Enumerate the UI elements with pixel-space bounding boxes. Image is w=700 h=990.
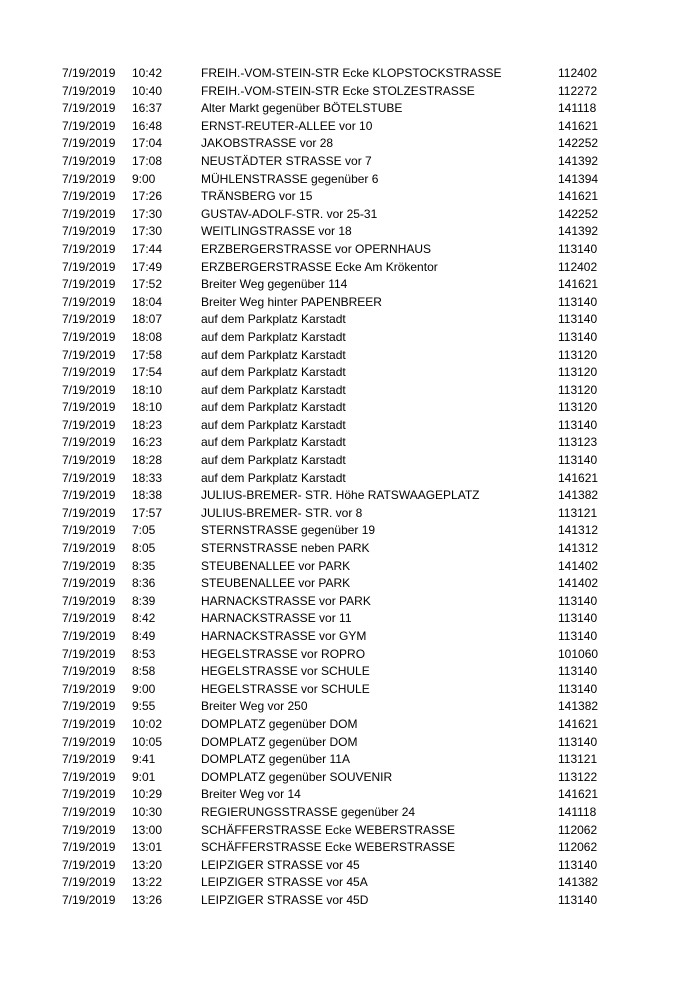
- code-cell: 113140: [558, 453, 598, 468]
- code-cell: 141394: [558, 171, 599, 186]
- location-cell: LEIPZIGER STRASSE vor 45: [201, 857, 360, 872]
- code-cell: 112272: [558, 83, 598, 98]
- location-cell: MÜHLENSTRASSE gegenüber 6: [201, 171, 379, 186]
- time-cell: 10:30: [132, 804, 163, 819]
- date-cell: 7/19/2019: [62, 558, 116, 573]
- date-cell: 7/19/2019: [62, 488, 116, 503]
- table-row: [0, 874, 700, 892]
- time-cell: 8:42: [132, 611, 156, 626]
- date-cell: 7/19/2019: [62, 470, 116, 485]
- code-cell: 141392: [558, 224, 599, 239]
- code-cell: 113140: [558, 892, 598, 907]
- code-cell: 141382: [558, 875, 599, 890]
- location-cell: Alter Markt gegenüber BÖTELSTUBE: [201, 101, 403, 116]
- location-cell: SCHÄFFERSTRASSE Ecke WEBERSTRASSE: [201, 822, 456, 837]
- date-cell: 7/19/2019: [62, 664, 116, 679]
- location-cell: HEGELSTRASSE vor ROPRO: [201, 646, 366, 661]
- time-cell: 17:30: [132, 206, 163, 221]
- table-row: [0, 100, 700, 118]
- code-cell: 141392: [558, 153, 599, 168]
- date-cell: 7/19/2019: [62, 875, 116, 890]
- table-row: [0, 417, 700, 435]
- table-row: [0, 153, 700, 171]
- location-cell: Breiter Weg vor 14: [201, 787, 301, 802]
- time-cell: 18:08: [132, 329, 163, 344]
- location-cell: SCHÄFFERSTRASSE Ecke WEBERSTRASSE: [201, 840, 456, 855]
- code-cell: 112402: [558, 66, 598, 80]
- table-row: [0, 206, 700, 224]
- date-cell: 7/19/2019: [62, 523, 116, 538]
- table-row: [0, 399, 700, 417]
- time-cell: 8:49: [132, 629, 156, 643]
- time-cell: 18:38: [132, 488, 163, 503]
- time-cell: 10:29: [132, 787, 163, 802]
- code-cell: 141621: [558, 787, 599, 802]
- code-cell: 113140: [558, 312, 598, 327]
- location-cell: STEUBENALLEE vor PARK: [201, 576, 351, 591]
- location-cell: GUSTAV-ADOLF-STR. vor 25-31: [201, 206, 378, 221]
- location-cell: Breiter Weg gegenüber 114: [201, 277, 348, 292]
- time-cell: 17:04: [132, 136, 163, 151]
- date-cell: 7/19/2019: [62, 593, 116, 608]
- code-cell: 141118: [558, 101, 597, 116]
- date-cell: 7/19/2019: [62, 101, 116, 116]
- location-cell: auf dem Parkplatz Karstadt: [201, 417, 346, 432]
- date-cell: 7/19/2019: [62, 541, 116, 556]
- date-cell: 7/19/2019: [62, 505, 116, 520]
- time-cell: 9:55: [132, 699, 156, 714]
- date-cell: 7/19/2019: [62, 576, 116, 591]
- date-cell: 7/19/2019: [62, 699, 116, 714]
- location-cell: JULIUS-BREMER- STR. vor 8: [201, 505, 363, 520]
- date-cell: 7/19/2019: [62, 804, 116, 819]
- time-cell: 17:58: [132, 347, 163, 362]
- table-row: [0, 575, 700, 593]
- time-cell: 16:23: [132, 435, 163, 450]
- time-cell: 13:01: [132, 840, 163, 855]
- time-cell: 8:58: [132, 664, 156, 679]
- date-cell: 7/19/2019: [62, 171, 116, 186]
- code-cell: 113140: [558, 241, 598, 256]
- table-row: [0, 522, 700, 540]
- date-cell: 7/19/2019: [62, 312, 116, 327]
- time-cell: 17:30: [132, 224, 163, 239]
- time-cell: 10:05: [132, 734, 163, 749]
- code-cell: 113121: [558, 505, 598, 520]
- time-cell: 13:26: [132, 892, 163, 907]
- code-cell: 141402: [558, 576, 599, 591]
- date-cell: 7/19/2019: [62, 382, 116, 397]
- table-row: [0, 839, 700, 857]
- code-cell: 113140: [558, 329, 598, 344]
- code-cell: 113140: [558, 611, 598, 626]
- table-row: [0, 628, 700, 646]
- time-cell: 18:04: [132, 294, 163, 309]
- table-row: [0, 593, 700, 611]
- time-cell: 16:37: [132, 101, 163, 116]
- table-row: [0, 769, 700, 787]
- code-cell: 113140: [558, 681, 598, 696]
- table-row: [0, 734, 700, 752]
- location-cell: STERNSTRASSE gegenüber 19: [201, 523, 376, 538]
- location-cell: auf dem Parkplatz Karstadt: [201, 435, 346, 450]
- date-cell: 7/19/2019: [62, 435, 116, 450]
- table-row: [0, 135, 700, 153]
- table-row: [0, 188, 700, 206]
- location-cell: auf dem Parkplatz Karstadt: [201, 329, 346, 344]
- code-cell: 141621: [558, 470, 599, 485]
- time-cell: 9:00: [132, 171, 156, 186]
- table-row: [0, 223, 700, 241]
- table-row: [0, 382, 700, 400]
- table-row: [0, 822, 700, 840]
- table-row: [0, 487, 700, 505]
- location-cell: Breiter Weg vor 250: [201, 699, 308, 714]
- location-cell: auf dem Parkplatz Karstadt: [201, 365, 346, 380]
- code-cell: 113140: [558, 629, 598, 643]
- location-cell: HARNACKSTRASSE vor 11: [201, 611, 352, 626]
- time-cell: 18:28: [132, 453, 163, 468]
- code-cell: 141621: [558, 118, 599, 133]
- time-cell: 17:08: [132, 153, 163, 168]
- code-cell: 113120: [558, 400, 598, 415]
- date-cell: 7/19/2019: [62, 769, 116, 784]
- table-row: [0, 857, 700, 875]
- date-cell: 7/19/2019: [62, 83, 116, 98]
- time-cell: 13:00: [132, 822, 163, 837]
- time-cell: 17:26: [132, 189, 163, 204]
- code-cell: 141621: [558, 716, 599, 731]
- table-row: [0, 804, 700, 822]
- code-cell: 113140: [558, 417, 598, 432]
- time-cell: 8:39: [132, 593, 156, 608]
- date-cell: 7/19/2019: [62, 629, 116, 643]
- location-cell: NEUSTÄDTER STRASSE vor 7: [201, 153, 372, 168]
- time-cell: 16:48: [132, 118, 163, 133]
- time-cell: 13:20: [132, 857, 163, 872]
- table-row: [0, 171, 700, 189]
- code-cell: 142252: [558, 136, 599, 151]
- code-cell: 112062: [558, 822, 598, 837]
- table-row: [0, 452, 700, 470]
- time-cell: 17:44: [132, 241, 163, 256]
- date-cell: 7/19/2019: [62, 752, 116, 767]
- date-cell: 7/19/2019: [62, 716, 116, 731]
- location-cell: HEGELSTRASSE vor SCHULE: [201, 681, 370, 696]
- table-row: [0, 540, 700, 558]
- code-cell: 113120: [558, 365, 598, 380]
- table-row: [0, 470, 700, 488]
- time-cell: 10:42: [132, 66, 163, 80]
- time-cell: 7:05: [132, 523, 156, 538]
- location-cell: WEITLINGSTRASSE vor 18: [201, 224, 352, 239]
- time-cell: 17:52: [132, 277, 163, 292]
- date-cell: 7/19/2019: [62, 206, 116, 221]
- location-cell: LEIPZIGER STRASSE vor 45A: [201, 875, 368, 890]
- code-cell: 113140: [558, 664, 598, 679]
- table-row: [0, 663, 700, 681]
- time-cell: 18:33: [132, 470, 163, 485]
- date-cell: 7/19/2019: [62, 241, 116, 256]
- location-cell: TRÄNSBERG vor 15: [201, 189, 313, 204]
- code-cell: 113122: [558, 769, 598, 784]
- location-cell: auf dem Parkplatz Karstadt: [201, 312, 346, 327]
- date-cell: 7/19/2019: [62, 417, 116, 432]
- code-cell: 101060: [558, 646, 599, 661]
- table-row: [0, 892, 700, 910]
- time-cell: 17:49: [132, 259, 163, 274]
- location-cell: HARNACKSTRASSE vor GYM: [201, 629, 367, 643]
- table-row: [0, 347, 700, 365]
- location-cell: STEUBENALLEE vor PARK: [201, 558, 351, 573]
- table-row: [0, 83, 700, 101]
- location-cell: JAKOBSTRASSE vor 28: [201, 136, 334, 151]
- date-cell: 7/19/2019: [62, 224, 116, 239]
- table-row: [0, 118, 700, 136]
- code-cell: 141621: [558, 277, 599, 292]
- code-cell: 113121: [558, 752, 598, 767]
- date-cell: 7/19/2019: [62, 365, 116, 380]
- location-cell: auf dem Parkplatz Karstadt: [201, 400, 346, 415]
- time-cell: 9:41: [132, 752, 156, 767]
- location-cell: DOMPLATZ gegenüber SOUVENIR: [201, 769, 393, 784]
- code-cell: 141402: [558, 558, 599, 573]
- date-cell: 7/19/2019: [62, 259, 116, 274]
- table-row: [0, 259, 700, 277]
- code-cell: 142252: [558, 206, 599, 221]
- time-cell: 18:07: [132, 312, 163, 327]
- code-cell: 141312: [558, 541, 599, 556]
- date-cell: 7/19/2019: [62, 840, 116, 855]
- date-cell: 7/19/2019: [62, 892, 116, 907]
- code-cell: 113123: [558, 435, 598, 450]
- code-cell: 113140: [558, 857, 598, 872]
- date-cell: 7/19/2019: [62, 787, 116, 802]
- location-cell: ERZBERGERSTRASSE vor OPERNHAUS: [201, 241, 432, 256]
- location-cell: ERNST-REUTER-ALLEE vor 10: [201, 118, 373, 133]
- date-cell: 7/19/2019: [62, 118, 116, 133]
- table-row: [0, 558, 700, 576]
- table-row: [0, 505, 700, 523]
- time-cell: 13:22: [132, 875, 163, 890]
- code-cell: 113120: [558, 347, 598, 362]
- table-row: [0, 646, 700, 664]
- time-cell: 18:10: [132, 400, 163, 415]
- code-cell: 113140: [558, 734, 598, 749]
- time-cell: 18:10: [132, 382, 163, 397]
- table-row: [0, 364, 700, 382]
- location-cell: DOMPLATZ gegenüber DOM: [201, 734, 358, 749]
- time-cell: 17:54: [132, 365, 163, 380]
- time-cell: 9:00: [132, 681, 156, 696]
- location-cell: STERNSTRASSE neben PARK: [201, 541, 370, 556]
- time-cell: 17:57: [132, 505, 163, 520]
- code-cell: 141621: [558, 189, 599, 204]
- table-row: [0, 610, 700, 628]
- code-cell: 141118: [558, 804, 597, 819]
- code-cell: 113140: [558, 593, 598, 608]
- location-cell: FREIH.-VOM-STEIN-STR Ecke KLOPSTOCKSTRASSE: [201, 66, 502, 80]
- date-cell: 7/19/2019: [62, 189, 116, 204]
- table-row: [0, 716, 700, 734]
- code-cell: 141312: [558, 523, 599, 538]
- location-cell: DOMPLATZ gegenüber DOM: [201, 716, 358, 731]
- table-row: [0, 65, 700, 83]
- location-cell: DOMPLATZ gegenüber 11A: [201, 752, 350, 767]
- table-row: [0, 276, 700, 294]
- date-cell: 7/19/2019: [62, 153, 116, 168]
- code-cell: 141382: [558, 699, 599, 714]
- date-cell: 7/19/2019: [62, 857, 116, 872]
- code-cell: 112402: [558, 259, 598, 274]
- code-cell: 113120: [558, 382, 598, 397]
- location-cell: auf dem Parkplatz Karstadt: [201, 382, 346, 397]
- location-cell: ERZBERGERSTRASSE Ecke Am Krökentor: [201, 259, 438, 274]
- location-cell: LEIPZIGER STRASSE vor 45D: [201, 892, 369, 907]
- date-cell: 7/19/2019: [62, 646, 116, 661]
- time-cell: 9:01: [132, 769, 156, 784]
- code-cell: 112062: [558, 840, 598, 855]
- date-cell: 7/19/2019: [62, 681, 116, 696]
- date-cell: 7/19/2019: [62, 822, 116, 837]
- location-cell: REGIERUNGSSTRASSE gegenüber 24: [201, 804, 416, 819]
- time-cell: 10:02: [132, 716, 163, 731]
- time-cell: 18:23: [132, 417, 163, 432]
- location-cell: auf dem Parkplatz Karstadt: [201, 347, 346, 362]
- location-cell: HARNACKSTRASSE vor PARK: [201, 593, 371, 608]
- location-cell: Breiter Weg hinter PAPENBREER: [201, 294, 382, 309]
- table-row: [0, 681, 700, 699]
- table-row: [0, 241, 700, 259]
- date-cell: 7/19/2019: [62, 294, 116, 309]
- date-cell: 7/19/2019: [62, 611, 116, 626]
- table-row: [0, 786, 700, 804]
- date-cell: 7/19/2019: [62, 734, 116, 749]
- table-row: [0, 329, 700, 347]
- location-cell: HEGELSTRASSE vor SCHULE: [201, 664, 370, 679]
- location-cell: FREIH.-VOM-STEIN-STR Ecke STOLZESTRASSE: [201, 83, 475, 98]
- code-cell: 113140: [558, 294, 598, 309]
- time-cell: 10:40: [132, 83, 163, 98]
- date-cell: 7/19/2019: [62, 400, 116, 415]
- date-cell: 7/19/2019: [62, 329, 116, 344]
- table-row: [0, 698, 700, 716]
- code-cell: 141382: [558, 488, 599, 503]
- location-cell: auf dem Parkplatz Karstadt: [201, 470, 346, 485]
- table-row: [0, 294, 700, 312]
- table-row: [0, 751, 700, 769]
- records-table: [0, 65, 700, 910]
- time-cell: 8:36: [132, 576, 156, 591]
- location-cell: auf dem Parkplatz Karstadt: [201, 453, 346, 468]
- table-row: [0, 311, 700, 329]
- date-cell: 7/19/2019: [62, 66, 116, 80]
- time-cell: 8:53: [132, 646, 156, 661]
- date-cell: 7/19/2019: [62, 453, 116, 468]
- date-cell: 7/19/2019: [62, 277, 116, 292]
- time-cell: 8:35: [132, 558, 156, 573]
- date-cell: 7/19/2019: [62, 347, 116, 362]
- time-cell: 8:05: [132, 541, 156, 556]
- table-row: [0, 434, 700, 452]
- date-cell: 7/19/2019: [62, 136, 116, 151]
- location-cell: JULIUS-BREMER- STR. Höhe RATSWAAGEPLATZ: [201, 488, 480, 503]
